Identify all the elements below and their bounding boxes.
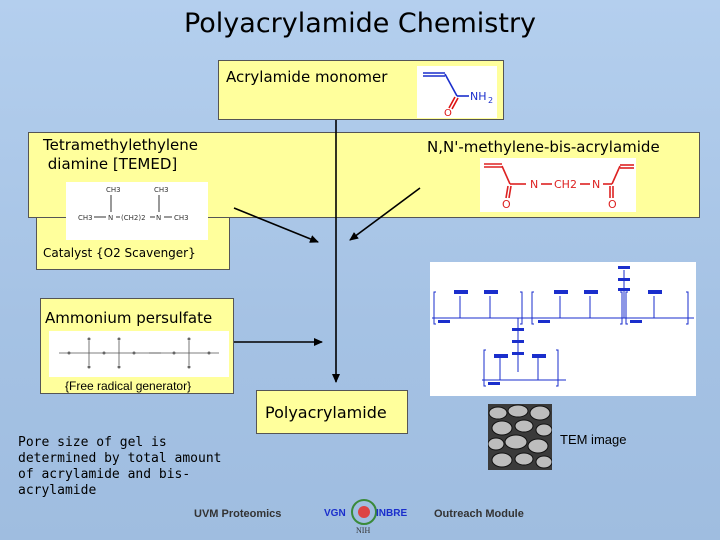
logo-inbre-text: INBRE (376, 508, 408, 519)
footer-outreach-module: Outreach Module (434, 508, 524, 520)
temed-ch3-left: CH3 (78, 214, 93, 222)
tem-image (488, 404, 552, 470)
bis-o-left: O (502, 198, 511, 211)
temed-n-right: N (156, 214, 162, 222)
bis-n-right: N (592, 178, 601, 191)
persulfate-sublabel: {Free radical generator} (65, 379, 192, 393)
pore-size-note: Pore size of gel is determined by total amount of acrylamide and bis-acrylamide (18, 435, 222, 498)
temed-ch3-top-right: CH3 (154, 186, 169, 194)
tem-image-texture (488, 404, 552, 470)
acrylamide-nh-subscript: 2 (488, 96, 494, 105)
acrylamide-nh-text: NH (470, 90, 487, 103)
temed-ch3-top-left: CH3 (106, 186, 121, 194)
polymer-structure (430, 262, 696, 396)
tem-image-label: TEM image (560, 432, 627, 447)
catalyst-label: Catalyst {O2 Scavenger} (43, 246, 196, 260)
bis-acrylamide-label: N,N'-methylene-bis-acrylamide (427, 138, 660, 156)
temed-n-left: N (108, 214, 114, 222)
polymer-structure-drawing (430, 262, 696, 396)
arrow-bis-to-product (350, 188, 420, 240)
logo-vgn-text: VGN (324, 508, 346, 519)
polyacrylamide-label: Polyacrylamide (265, 403, 387, 422)
acrylamide-o-text: O (444, 108, 452, 118)
logo-nih-text: NIH (356, 526, 371, 535)
persulfate-label: Ammonium persulfate (45, 309, 213, 327)
temed-ch2-chain: (CH2)2 (121, 214, 146, 222)
temed-label-line1: Tetramethylethylene (43, 136, 198, 154)
footer-uvm-proteomics: UVM Proteomics (194, 508, 282, 520)
polyacrylamide-box (256, 390, 408, 434)
temed-ch3-right: CH3 (174, 214, 189, 222)
bis-ch2: CH2 (554, 178, 577, 191)
bis-n-left: N (530, 178, 539, 191)
vgn-inbre-logo (318, 496, 410, 536)
slide-title: Polyacrylamide Chemistry (183, 8, 537, 39)
bis-o-right: O (608, 198, 617, 211)
acrylamide-monomer-label: Acrylamide monomer (226, 68, 388, 86)
temed-label-line2: diamine [TEMED] (43, 155, 178, 173)
arrow-temed-to-product (234, 208, 318, 242)
